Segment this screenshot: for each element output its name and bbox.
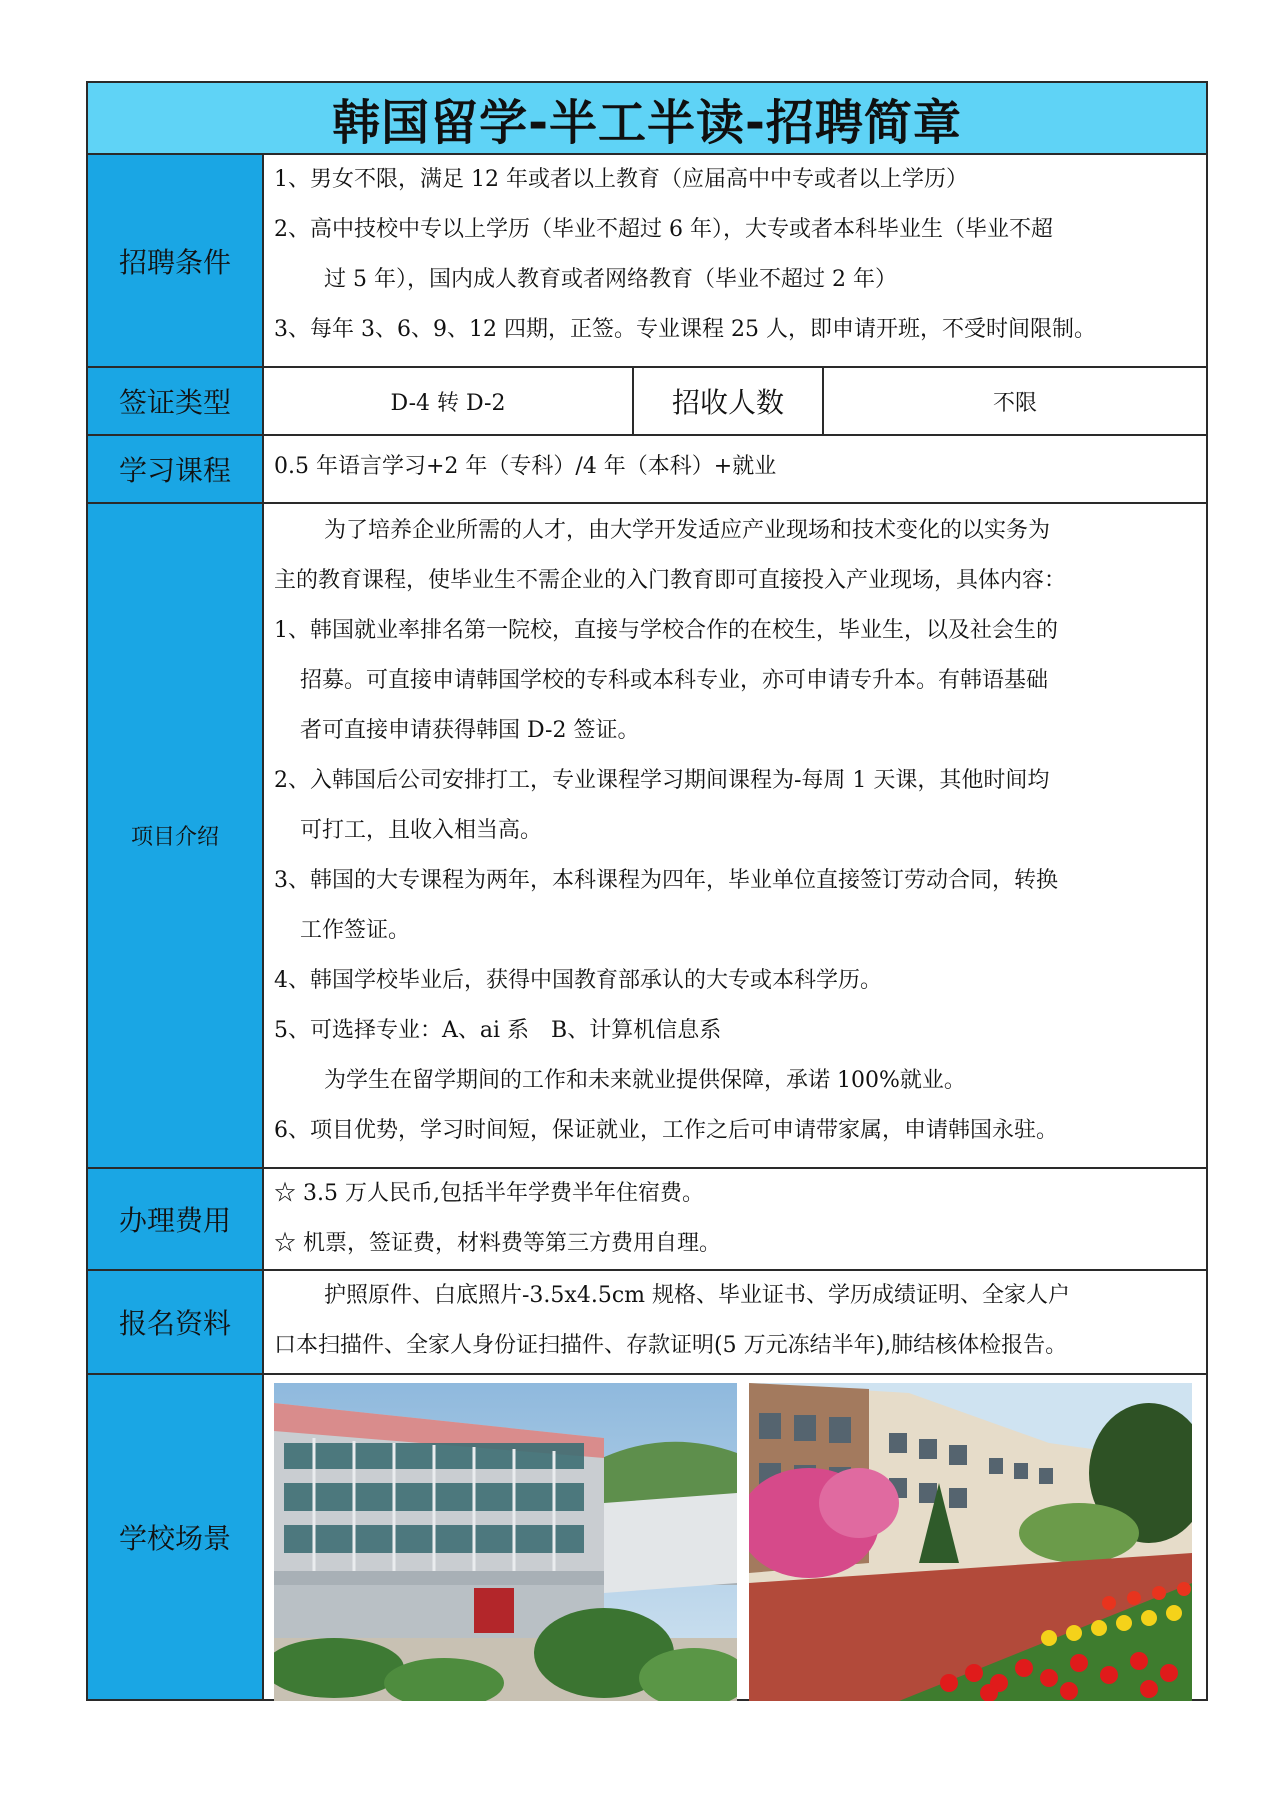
conditions-label: 招聘条件 bbox=[88, 155, 264, 366]
campus-photo-flowers bbox=[749, 1383, 1192, 1701]
intro-item-4: 4、韩国学校毕业后，获得中国教育部承认的大专或本科学历。 bbox=[274, 968, 882, 993]
intro-item-5-note: 为学生在留学期间的工作和未来就业提供保障，承诺 100%就业。 bbox=[324, 1068, 966, 1093]
campus-label: 学校场景 bbox=[88, 1375, 264, 1699]
condition-line-2: 2、高中技校中专以上学历（毕业不超过 6 年），大专或者本科毕业生（毕业不超 bbox=[274, 217, 1053, 242]
enroll-count-label: 招收人数 bbox=[634, 368, 824, 434]
intro-item-6: 6、项目优势，学习时间短，保证就业，工作之后可申请带家属，申请韩国永驻。 bbox=[274, 1118, 1058, 1143]
condition-line-2-cont: 过 5 年），国内成人教育或者网络教育（毕业不超过 2 年） bbox=[324, 267, 897, 292]
docs-line-2: 口本扫描件、全家人身份证扫描件、存款证明(5 万元冻结半年),肺结核体检报告。 bbox=[274, 1333, 1068, 1358]
intro-item-2: 2、入韩国后公司安排打工，专业课程学习期间课程为-每周 1 天课，其他时间均 bbox=[274, 768, 1050, 793]
intro-row bbox=[88, 504, 1206, 1169]
intro-item-1: 1、韩国就业率排名第一院校，直接与学校合作的在校生，毕业生，以及社会生的 bbox=[274, 618, 1058, 643]
course-row bbox=[88, 436, 1206, 504]
fees-row bbox=[88, 1169, 1206, 1271]
recruitment-sheet bbox=[86, 81, 1208, 1701]
intro-item-3-cont: 工作签证。 bbox=[300, 918, 411, 943]
intro-item-3: 3、韩国的大专课程为两年，本科课程为四年，毕业单位直接签订劳动合同，转换 bbox=[274, 868, 1058, 893]
fee-line-2: ☆ 机票，签证费，材料费等第三方费用自理。 bbox=[274, 1231, 721, 1256]
campus-photo-building bbox=[274, 1383, 737, 1701]
intro-item-2-cont: 可打工，且收入相当高。 bbox=[300, 818, 543, 843]
docs-line-1: 护照原件、白底照片-3.5x4.5cm 规格、毕业证书、学历成绩证明、全家人户 bbox=[324, 1283, 1070, 1308]
fees-label: 办理费用 bbox=[88, 1169, 264, 1269]
intro-paragraph-1a: 为了培养企业所需的人才，由大学开发适应产业现场和技术变化的以实务为 bbox=[324, 518, 1051, 543]
course-label: 学习课程 bbox=[88, 436, 264, 502]
intro-content bbox=[264, 504, 1206, 1167]
intro-label: 项目介绍 bbox=[88, 504, 264, 1167]
intro-item-1-cont2: 者可直接申请获得韩国 D-2 签证。 bbox=[300, 718, 640, 743]
visa-label: 签证类型 bbox=[88, 368, 264, 434]
campus-photos bbox=[264, 1375, 1206, 1699]
intro-item-1-cont: 招募。可直接申请韩国学校的专科或本科专业，亦可申请专升本。有韩语基础 bbox=[300, 668, 1049, 693]
visa-value: D-4 转 D-2 bbox=[264, 368, 634, 434]
enroll-count-value: 不限 bbox=[992, 390, 1037, 416]
condition-line-3: 3、每年 3、6、9、12 四期，正签。专业课程 25 人，即申请开班，不受时间限制。 bbox=[274, 317, 1096, 342]
docs-content bbox=[264, 1271, 1206, 1373]
campus-row bbox=[88, 1375, 1206, 1699]
conditions-row bbox=[88, 155, 1206, 368]
course-value bbox=[264, 436, 1206, 502]
visa-row bbox=[88, 368, 1206, 436]
visa-cells bbox=[264, 368, 1206, 434]
page-title: 韩国留学-半工半读-招聘简章 bbox=[88, 83, 1206, 155]
fees-content bbox=[264, 1169, 1206, 1269]
fee-line-1: ☆ 3.5 万人民币,包括半年学费半年住宿费。 bbox=[274, 1181, 704, 1206]
intro-item-5: 5、可选择专业：A、ai 系 B、计算机信息系 bbox=[274, 1018, 722, 1043]
course-text: 0.5 年语言学习+2 年（专科）/4 年（本科）+就业 bbox=[274, 454, 777, 479]
docs-row bbox=[88, 1271, 1206, 1375]
conditions-content bbox=[264, 155, 1206, 366]
docs-label: 报名资料 bbox=[88, 1271, 264, 1373]
intro-paragraph-1b: 主的教育课程，使毕业生不需企业的入门教育即可直接投入产业现场，具体内容： bbox=[274, 568, 1067, 593]
condition-line-1: 1、男女不限，满足 12 年或者以上教育（应届高中中专或者以上学历） bbox=[274, 167, 968, 192]
